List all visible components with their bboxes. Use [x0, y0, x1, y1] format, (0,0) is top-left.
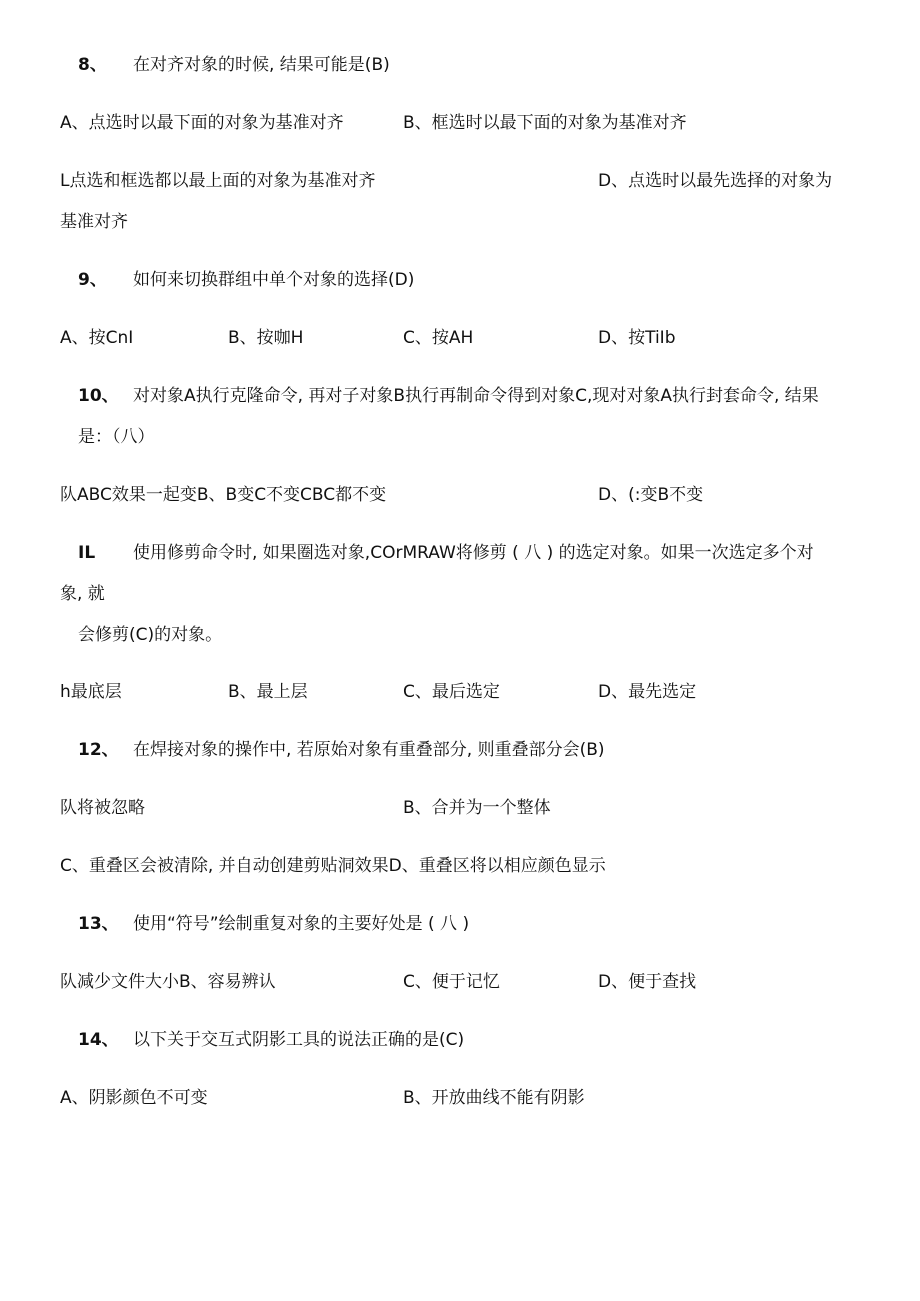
- question-number: 10、: [78, 386, 119, 406]
- question-number: 14、: [78, 1030, 119, 1050]
- question-12: [78, 739, 605, 761]
- option-ab: 队减少文件大小B、容易辨认: [60, 972, 276, 992]
- question-8: [78, 54, 390, 76]
- question-number: 8、: [78, 55, 107, 75]
- option-a: A、按CnI: [60, 328, 134, 348]
- option-c: L点选和框选都以最上面的对象为基准对齐: [60, 171, 376, 191]
- option-a: A、点选时以最下面的对象为基准对齐: [60, 113, 344, 133]
- option-a: A、阴影颜色不可变: [60, 1088, 208, 1108]
- option-d: D、便于查找: [598, 972, 697, 992]
- option-d: D、最先选定: [598, 682, 697, 702]
- question-stem: 使用修剪命令时, 如果圈选对象,COrMRAW将修剪 ( 八 ) 的选定对象。如果一次选定多个对: [133, 543, 814, 563]
- question-10: [78, 385, 819, 407]
- question-stem-continued: 是：（八）: [78, 427, 155, 447]
- question-14: [78, 1029, 464, 1051]
- option-b: B、框选时以最下面的对象为基准对齐: [403, 113, 687, 133]
- option-b: B、按咖H: [228, 328, 304, 348]
- question-stem: 在对齐对象的时候, 结果可能是(B): [133, 55, 390, 75]
- question-stem: 对对象A执行克隆命令, 再对子对象B执行再制命令得到对象C,现对对象A执行封套命令, 结果: [133, 386, 819, 406]
- question-stem-continued-2: 会修剪(C)的对象。: [78, 625, 223, 645]
- question-9: [78, 269, 414, 291]
- question-stem: 如何来切换群组中单个对象的选择(D): [133, 270, 415, 290]
- option-c: C、最后选定: [403, 682, 500, 702]
- option-b: B、最上层: [228, 682, 308, 702]
- option-d: D、(:变B不变: [598, 485, 704, 505]
- option-c: C、便于记忆: [403, 972, 500, 992]
- option-cd: C、重叠区会被清除, 并自动创建剪贴洞效果D、重叠区将以相应颜色显示: [60, 856, 606, 876]
- question-11: [78, 542, 814, 564]
- option-abc: 队ABC效果一起变B、B变C不变CBC都不变: [60, 485, 387, 505]
- option-d: D、按TiIb: [598, 328, 676, 348]
- question-stem: 以下关于交互式阴影工具的说法正确的是(C): [133, 1030, 465, 1050]
- question-number: IL: [78, 543, 96, 563]
- option-d-continued: 基准对齐: [60, 212, 128, 232]
- question-number: 12、: [78, 740, 119, 760]
- option-a: h最底层: [60, 682, 122, 702]
- question-stem: 在焊接对象的操作中, 若原始对象有重叠部分, 则重叠部分会(B): [133, 740, 605, 760]
- option-b: B、开放曲线不能有阴影: [403, 1088, 585, 1108]
- option-d: D、点选时以最先选择的对象为: [598, 171, 833, 191]
- option-c: C、按AH: [403, 328, 474, 348]
- question-stem-continued: 象, 就: [60, 584, 105, 604]
- option-b: B、合并为一个整体: [403, 798, 551, 818]
- question-number: 13、: [78, 914, 119, 934]
- question-stem: 使用“符号”绘制重复对象的主要好处是 ( 八 ): [133, 914, 470, 934]
- question-13: [78, 913, 469, 935]
- option-a: 队将被忽略: [60, 798, 145, 818]
- question-number: 9、: [78, 270, 107, 290]
